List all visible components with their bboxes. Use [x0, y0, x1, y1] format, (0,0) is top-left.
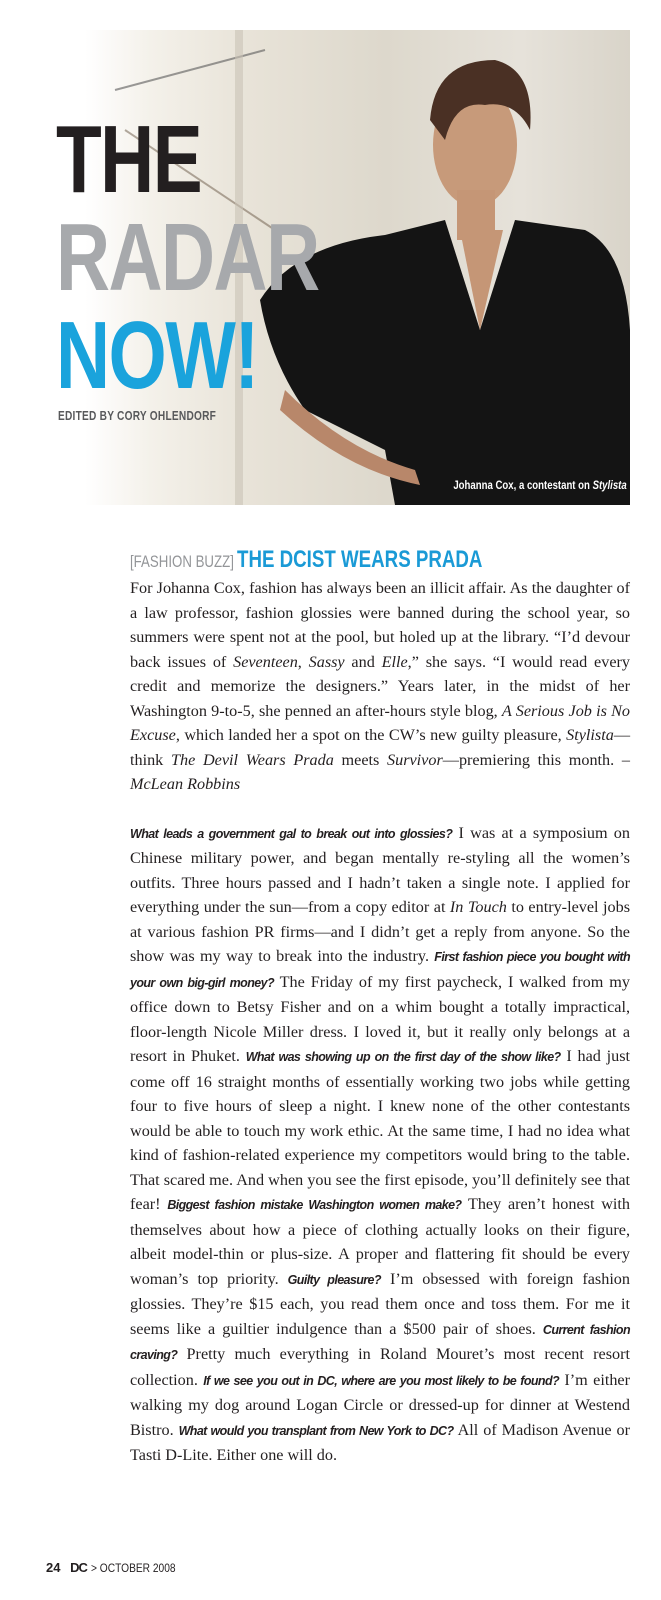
italic-title: –McLean Robbins [130, 750, 631, 793]
page-number: 24 [46, 1560, 61, 1575]
italic-title: Stylista [566, 726, 614, 744]
editor-credit: EDITED BY CORY OHLENDORF [58, 408, 217, 423]
body-text: All of Madison Avenue or Tasti D-Lite. Either one will do. [130, 1420, 630, 1464]
body-text: The Friday of my first paycheck, I walked from my office down to Betsy Fisher and on a whim bought a totally impractical, floor-length Nicole Miller dress. I loved it, but it really only belongs at a resort in Phuket. [130, 972, 630, 1065]
italic-title: A Serious Job is No Excuse [130, 701, 630, 744]
body-text: ,” she says. “I would read every credit and memorize the designers.” Years later, in the midst of her Washington 9-to-5, she penned an after-hours style blog, [130, 652, 631, 720]
photo-caption [454, 478, 627, 492]
qa-paragraph [130, 821, 630, 1468]
body-text: I’m either walking my dog around Logan Circle or dressed-up for dinner at Westend Bistro. [130, 1370, 630, 1439]
headline: THE DCIST WEARS PRADA [237, 546, 483, 573]
body-text: I was at a symposium on Chinese military power, and began mentally re-styling all the women’s outfits. Three hours passed and I hadn’t taken a single note. I applied for everything under the sun—from a copy editor at [130, 823, 630, 916]
body-text: and [344, 652, 382, 671]
italic-title: Seventeen [233, 652, 298, 671]
body-text: —premiering this month. [442, 750, 622, 769]
italic-title: Survivor [387, 750, 443, 769]
interview-question: What leads a government gal to break out into glossies? [130, 826, 453, 841]
italic-title: Elle [381, 652, 408, 671]
interview-question: What would you transplant from New York to DC? [178, 1423, 454, 1438]
magazine-logo: DC [70, 1560, 87, 1575]
title-radar: RADAR [56, 204, 319, 311]
interview-question: First fashion piece you bought with your own big-girl money? [130, 950, 630, 990]
caption-show-title: Stylista [592, 478, 627, 492]
body-text: meets [333, 750, 388, 769]
body-text: Pretty much everything in Roland Mouret’s most recent resort collection. [130, 1345, 630, 1389]
title-the: THE [56, 106, 202, 213]
interview-question: What was showing up on the first day of the show like? [245, 1050, 561, 1064]
italic-title: In Touch [449, 898, 507, 916]
interview-question: Current fashion craving? [130, 1322, 630, 1362]
italic-title: Sassy [308, 652, 345, 671]
body-text: to entry-level jobs at various fashion PR firms—and I didn’t get a reply from anyone. So the show was my way to break into the industry. [130, 898, 630, 965]
body-text: , [297, 652, 309, 671]
title-now: NOW! [56, 302, 258, 409]
issue-date: > OCTOBER 2008 [90, 1561, 176, 1575]
italic-title: The Devil Wears Prada [171, 750, 334, 769]
article-heading [130, 546, 520, 576]
body-text: They aren’t honest with themselves about how a piece of clothing actually looks on their figure, albeit model-thin or plus-size. A proper and flattering fit should be every woman’s top priority. [130, 1195, 630, 1288]
body-text: I’m obsessed with foreign fashion glossies. They’re $15 each, you read them once and toss them. For me it seems like a guiltier indulgence than a $500 pair of shoes. [130, 1269, 630, 1338]
interview-question: Guilty pleasure? [287, 1272, 381, 1287]
page-footer [46, 1560, 190, 1575]
body-text: I had just come off 16 straight months of essentially working two jobs while getting four to five hours of sleep a night. I knew none of the other contestants would be able to touch my work ethic. At the same time, I had no idea what kind of fashion-related experience my competitors would bring to the table. That scared me. And when you see the first episode, you’ll definitely see that fear! [130, 1047, 631, 1213]
section-label: [FASHION BUZZ] [130, 552, 234, 571]
caption-text: Johanna Cox, a contestant on [453, 478, 593, 492]
interview-question: Biggest fashion mistake Washington women make? [167, 1198, 462, 1212]
body-text: —think [130, 726, 630, 769]
interview-question: If we see you out in DC, where are you most likely to be found? [203, 1373, 560, 1388]
intro-paragraph [130, 576, 630, 797]
body-text: For Johanna Cox, fashion has always been an illicit affair. As the daughter of a law professor, fashion glossies were banned during the school year, so summers were spent not at the pool, but holed up at the library. “I’d devour back issues of [130, 579, 630, 671]
body-text: , which landed her a spot on the CW’s new guilty pleasure, [175, 726, 567, 744]
article [130, 546, 630, 1468]
